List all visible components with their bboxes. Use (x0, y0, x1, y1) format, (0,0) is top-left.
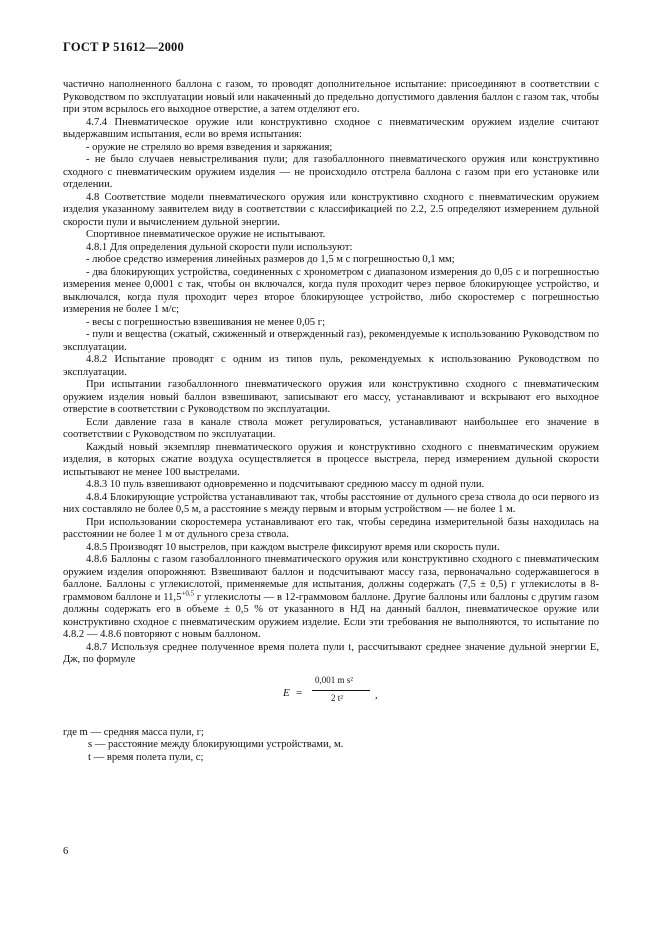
fraction-bar (312, 690, 370, 691)
standard-header: ГОСТ Р 51612—2000 (63, 40, 184, 54)
paragraph: 4.8.5 Производят 10 выстрелов, при каждом выстреле фиксируют время или скорость пули. (86, 541, 500, 553)
paragraph: 4.8.2 Испытание проводят с одним из типов пуль, рекомендуемых к использованию Руководством по эксплуатации. (63, 354, 599, 378)
paragraph: Спортивное пневматическое оружие не испытывают. (86, 229, 326, 240)
list-item: - оружие не стреляло во время взведения и заряжания; (86, 141, 333, 153)
paragraph: 4.8.1 Для определения дульной скорости пули используют: (86, 241, 353, 253)
formula-denominator: 2 t² (331, 692, 343, 703)
paragraph: 4.7.4 Пневматическое оружие или конструктивно сходное с пневматическим оружием изделие считают выдержавшим испытания, если во время испытания: (63, 116, 599, 140)
paragraph: 4.8.4 Блокирующие устройства устанавливают так, чтобы расстояние от дульного среза ствола до оси первого из них составляло не более 0,5 м, а расстояние s между первым и вторым устройством — не более 1 м. (63, 491, 599, 515)
paragraph: 4.8 Соответствие модели пневматического оружия или конструктивно сходного с пневматическим оружием изделия указанному заявителем виду в соответствии с классификацией по 2.2, 2.5 определяют измерением дульной скорости пули и вычислением дульной энергии. (63, 191, 599, 228)
formula-comma: , (375, 688, 378, 701)
paragraph: Если давление газа в канале ствола может регулироваться, устанавливают наибольшее его значение в соответствии с Руководством по эксплуатации. (63, 416, 599, 440)
paragraph-part: г углекислоты — в 12-граммовом баллоне. Другие баллоны или баллоны с другим газом должны содержать его в объеме ± 0,5 % от указанного в НД на данный баллон, пневматическое оружие или конструктивно сходное с пневматическим оружием изделие. Если эти требования не выполняются, то испытание по 4.8.2 — 4.8.6 повторяют с новым баллоном. (63, 591, 600, 640)
paragraph: При использовании скоростемера устанавливают его так, чтобы середина измерительной базы находилась на расстоянии не более 1 м от дульного среза ствола. (63, 516, 599, 540)
definition-item: t — время полета пули, с; (88, 751, 204, 763)
paragraph: 4.8.3 10 пуль взвешивают одновременно и подсчитывают среднюю массу m одной пули. (86, 479, 485, 490)
paragraph: Каждый новый экземпляр пневматического оружия и конструктивно сходного с пневматическим оружием изделия, в которых сжатие воздуха осуществляется в процессе выстрела, перед измерением дульной скорости испытывают не менее 100 выстрелами. (63, 441, 599, 478)
list-item: - два блокирующих устройства, соединенных с хронометром с диапазоном измерения до 0,05 с и погрешностью измерения менее 0,0001 с так, чтобы он включался, когда пуля проходит через первое блокирующее устройство, и выключался, когда пуля проходит через второе блокирующее устройство, либо скоростемер с погрешностью измерения не более 1 м/с; (63, 266, 599, 315)
list-item: - любое средство измерения линейных размеров до 1,5 м с погрешностью 0,1 мм; (86, 254, 455, 265)
page-number: 6 (63, 846, 69, 857)
paragraph: 4.8.7 Используя среднее полученное время полета пули t, рассчитывают среднее значение дульной энергии E, Дж, по формуле (63, 641, 599, 665)
list-item: - весы с погрешностью взвешивания не менее 0,05 г; (86, 316, 326, 328)
paragraph (63, 554, 599, 642)
body-text (63, 79, 599, 667)
list-item: - пули и вещества (сжатый, сжиженный и отвержденный газ), рекомендуемые к использованию Руководством по эксплуатации. (63, 329, 599, 353)
list-item: - не было случаев невыстреливания пули; для газобаллонного пневматического оружия или конструктивно сходного с пневматическим оружием изделия — не происходило отстрела баллона с газом при его установке или отделении. (63, 154, 599, 190)
paragraph: частично наполненного баллона с газом, то проводят дополнительное испытание: присоединяют в соответствии с Руководством по эксплуатации новый или накаченный до предельно допустимого давления баллон с газом так, чтобы при этом всрылось его выходное отверстие, а затем отделяют его. (63, 79, 599, 115)
tolerance-superscript: +0,5 (181, 588, 195, 597)
energy-formula (63, 673, 599, 719)
formula-numerator: 0,001 m s² (315, 674, 353, 685)
document-page (63, 40, 599, 764)
paragraph: При испытании газобаллонного пневматического оружия или конструктивно сходного с пневматическим оружием изделия новый баллон взвешивают, записывают его массу, устанавливают и вскрывают его выходное отверстие в соответствии с Руководством по эксплуатации. (63, 379, 599, 415)
formula-lhs: E (283, 686, 290, 699)
variable-definitions (63, 727, 599, 765)
paragraph-part: 4.8.6 Баллоны с газом газобаллонного пневматического оружия или конструктивно сходного с пневматическим оружием изделия опорожняют. Взвешивают баллон и подсчитывают массу газа, первоначально содержавшегося в баллоне. Баллоны с углекислотой, применяемые для испытания, должны содержать (7,5 ± 0,5) г углекислоты в 8-граммовом баллоне и 11,5 (63, 554, 599, 603)
definition-item: где m — средняя масса пули, г; (63, 726, 204, 738)
formula-equals: = (296, 686, 303, 699)
definition-item: s — расстояние между блокирующими устройствами, м. (88, 739, 344, 750)
